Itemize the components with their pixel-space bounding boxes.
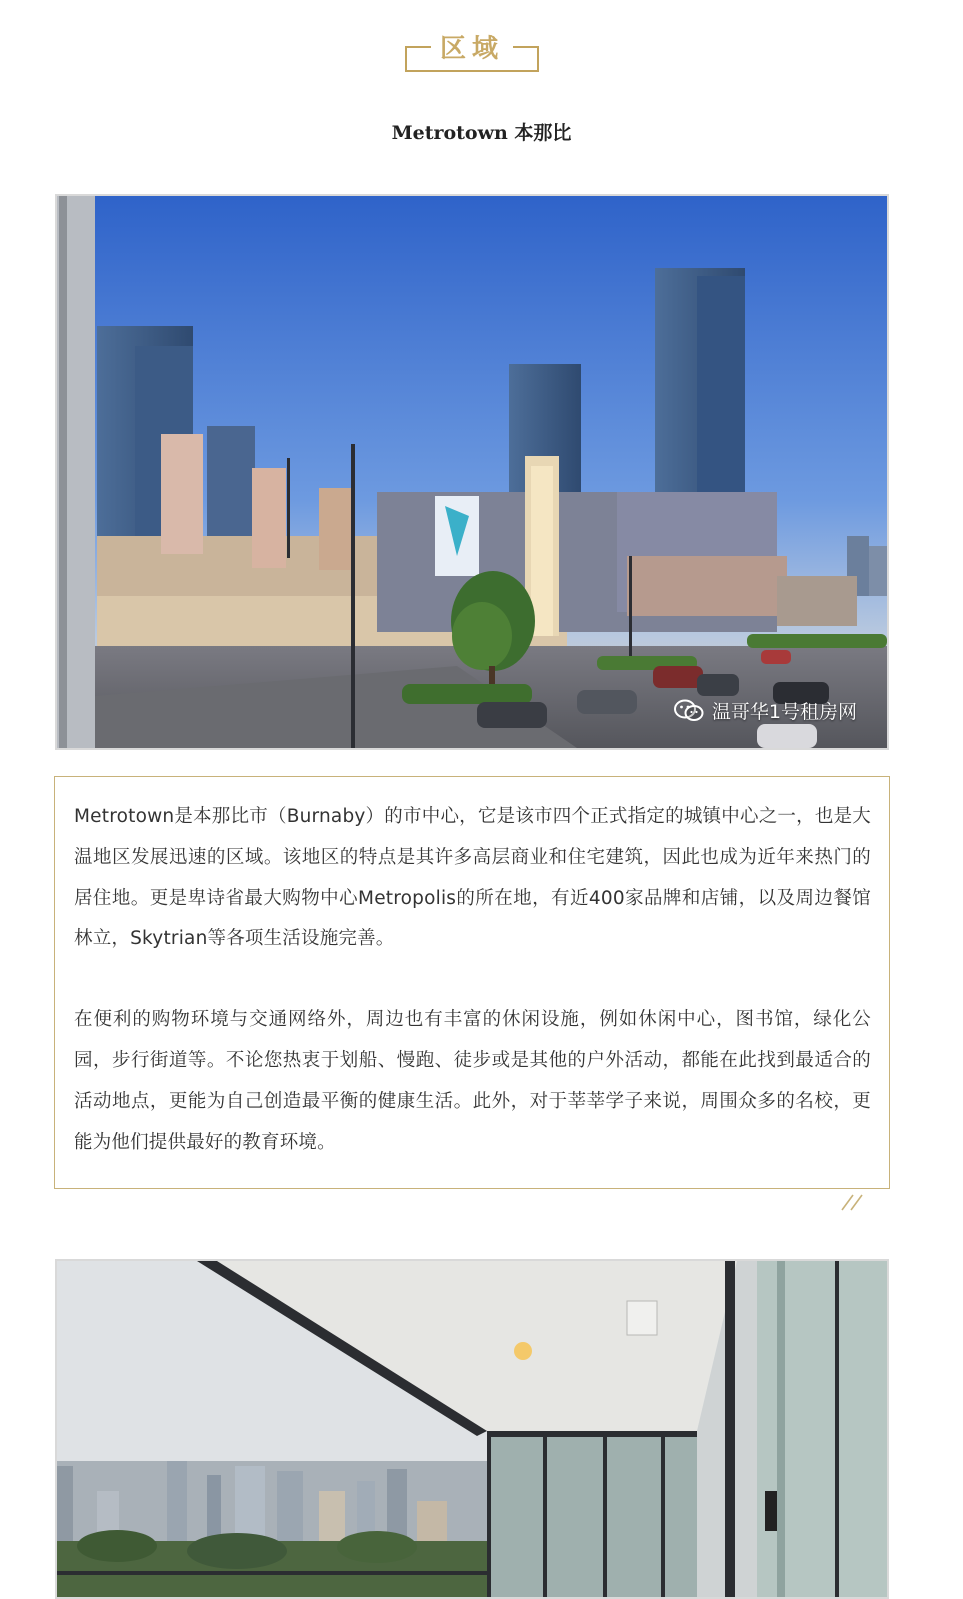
- metrotown-photo: [55, 194, 889, 750]
- photo-watermark: [674, 697, 857, 724]
- wechat-icon: [674, 699, 704, 723]
- balcony-photo: [55, 1259, 889, 1599]
- decorative-slash-icon: [840, 1192, 866, 1212]
- article-paragraph-2: 在便利的购物环境与交通网络外，周边也有丰富的休闲设施，例如休闲中心，图书馆，绿化公园，步行街道等。不论您热衷于划船、慢跑、徒步或是其他的户外活动，都能在此找到最适合的活动地点，更能为自己创造最平衡的健康生活。此外，对于莘莘学子来说，周围众多的名校，更能为他们提供最好的教育环境。: [74, 1009, 871, 1153]
- section-subtitle: Metrotown 本那比: [391, 122, 572, 144]
- article-box: [54, 776, 890, 1189]
- section-header: [405, 30, 539, 72]
- balcony-photo-illustration: [57, 1261, 887, 1597]
- metrotown-photo-illustration: [57, 196, 887, 748]
- section-title: 区域: [439, 34, 504, 64]
- article-paragraph-1: Metrotown是本那比市（Burnaby）的市中心，它是该市四个正式指定的城镇中心之一，也是大温地区发展迅速的区域。该地区的特点是其许多高层商业和住宅建筑，因此也成为近年来热门的居住地。更是卑诗省最大购物中心Metropolis的所在地，有近400家品牌和店铺，以及周边餐馆林立，Skytrian等各项生活设施完善。: [74, 806, 871, 950]
- watermark-text: 温哥华1号租房网: [711, 701, 857, 723]
